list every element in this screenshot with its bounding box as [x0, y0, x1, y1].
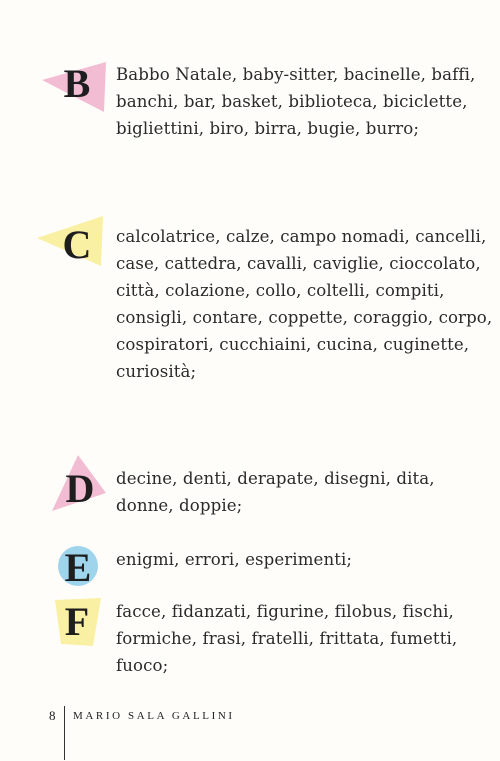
entry-e-words: enigmi, errori, esperimenti;	[116, 550, 353, 569]
page-number: 8	[49, 708, 56, 723]
letter-e: E	[64, 545, 92, 590]
entry-d-words: decine, denti, derapate, disegni, dita, donne, doppie;	[116, 469, 435, 515]
letter-d: D	[65, 466, 95, 511]
author-name: MARIO SALA GALLINI	[73, 710, 235, 722]
letter-c: C	[62, 222, 92, 267]
footer-divider	[64, 706, 65, 760]
letter-b: B	[63, 61, 91, 106]
entry-b-words: Babbo Natale, baby-sitter, bacinelle, baffi, banchi, bar, basket, biblioteca, biciclette, bigliettini, biro, birra, bugie, burro;	[116, 65, 476, 138]
entry-f-words: facce, fidanzati, figurine, filobus, fischi, formiche, frasi, fratelli, frittata, fumetti, fuoco;	[116, 602, 458, 675]
entry-c-words: calcolatrice, calze, campo nomadi, cancelli, case, cattedra, cavalli, caviglie, cioccolato, città, colazione, collo, coltelli, compiti, consigli, contare, coppette, coraggio, corpo, cospiratori, cucchiaini, cucina, cuginette, curiosità;	[116, 227, 493, 381]
letter-f: F	[64, 599, 90, 644]
